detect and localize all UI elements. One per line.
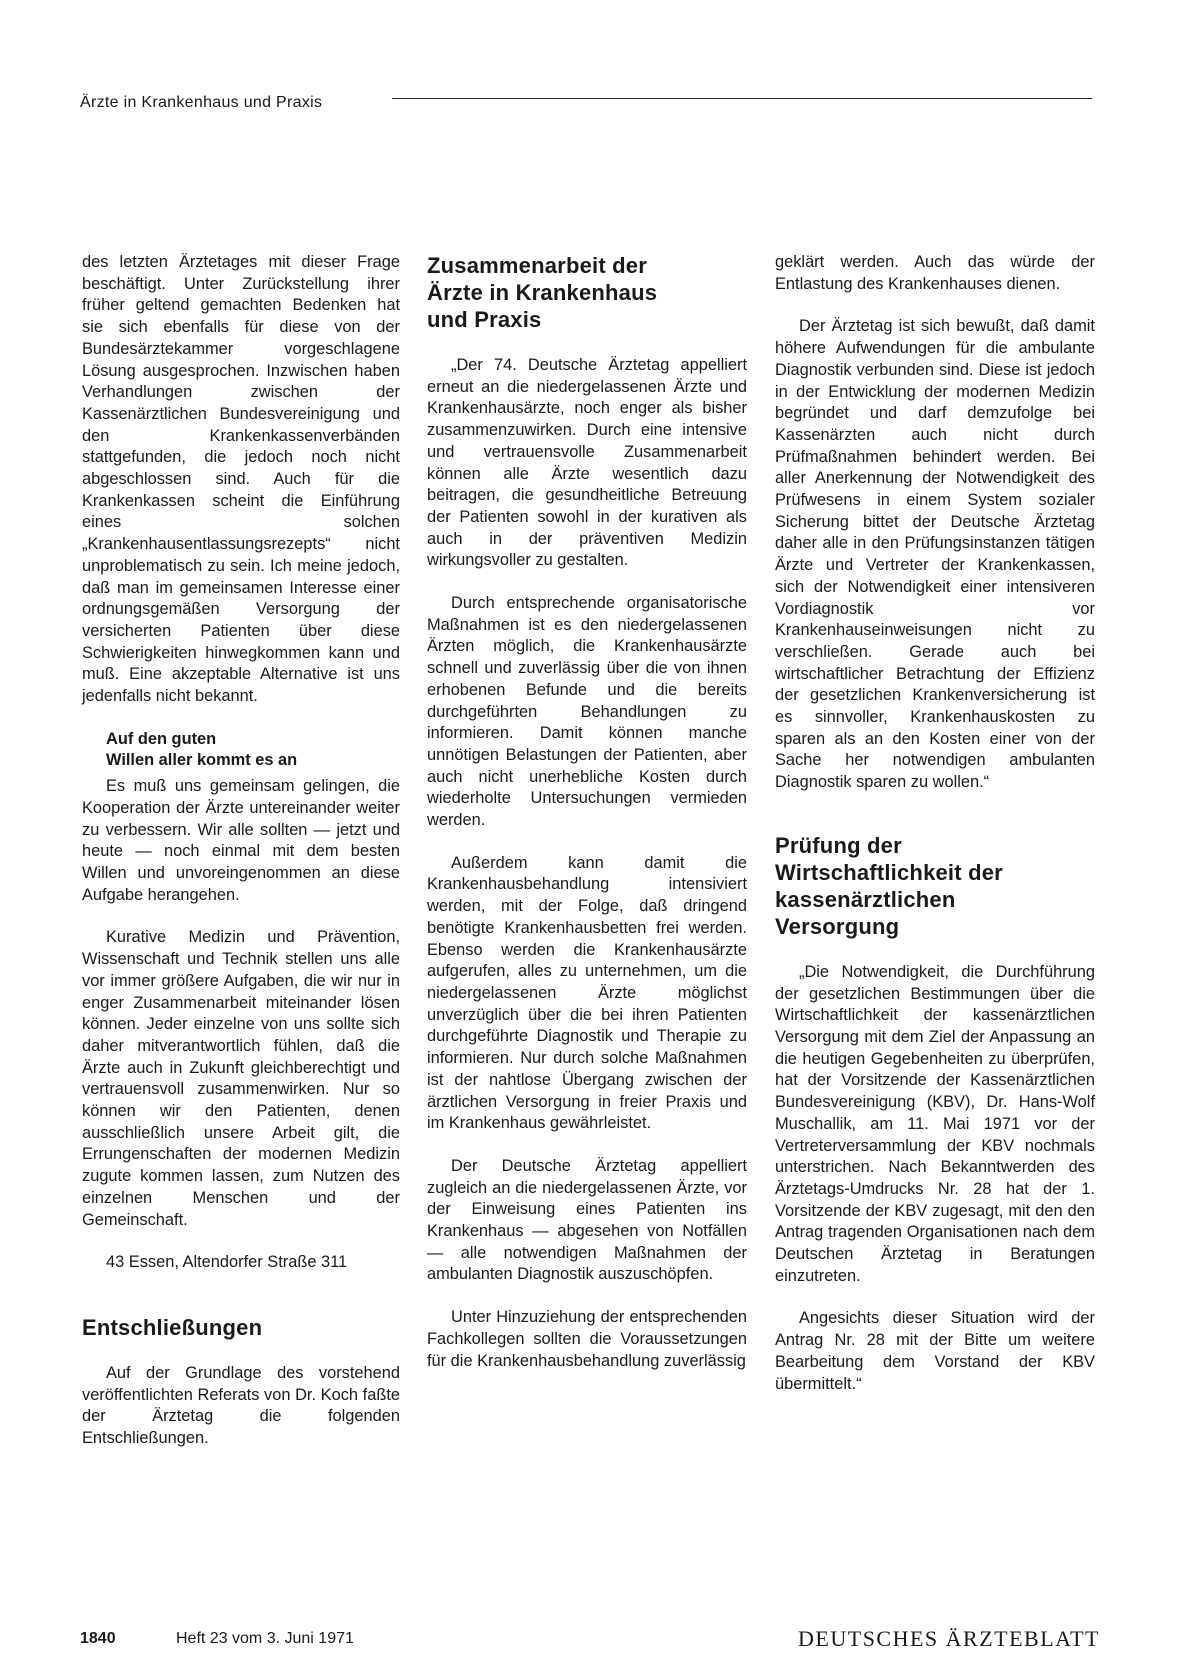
col2-heading xyxy=(427,252,747,333)
col3-paragraph-4: Angesichts dieser Situation wird der Antrag Nr. 28 mit der Bitte um weitere Bearbeitung dem Vorstand der KBV übermittelt.“ xyxy=(775,1309,1095,1393)
col1-paragraph-4: Auf der Grundlage des vorstehend veröffentlichten Referats von Dr. Koch faßte der Ärztetag die folgenden Entschließungen. xyxy=(82,1363,400,1448)
col3-heading-line1: Prüfung der xyxy=(775,832,902,858)
col1-subheading-line1: Auf den guten xyxy=(106,729,217,748)
journal-name: DEUTSCHES ÄRZTEBLATT xyxy=(798,1626,1100,1651)
column-1 xyxy=(82,252,400,1471)
col1-subheading-line2: Willen aller kommt es an xyxy=(106,751,298,770)
author-address: 43 Essen, Altendorfer Straße 311 xyxy=(106,1253,348,1272)
column-2 xyxy=(427,252,747,1393)
col3-paragraph-1: geklärt werden. Auch das würde der Entlastung des Krankenhauses dienen. xyxy=(775,253,1095,293)
col2-paragraph-2: Durch entsprechende organisatorische Maßnahmen ist es den niedergelassenen Ärzten möglich, die Krankenhausärzte schnell und zuverlässig über die von ihnen erhobenen Befunde und die bereits durchgeführten Behandlungen zu informieren. Damit können manche unnötigen Belastungen der Patienten, aber auch nicht unerhebliche Kosten durch wiederholte Untersuchungen vermieden werden. xyxy=(427,594,747,830)
col1-paragraph-3: Kurative Medizin und Prävention, Wissenschaft und Technik stellen uns alle vor immer größere Aufgaben, die wir nur in enger Zusammenarbeit miteinander lösen können. Jeder einzelne von uns sollte sich daher mitverantwortlich fühlen, daß die Ärzte auch in Zukunft gleichberechtigt und vertrauensvoll zusammenwirken. Nur so können wir den Patienten, denen ausschließlich unsere Arbeit gilt, die Errungenschaften der modernen Medizin zugute kommen lassen, zum Nutzen des einzelnen Menschen und der Gemeinschaft. xyxy=(82,928,400,1229)
col1-paragraph-1: des letzten Ärztetages mit dieser Frage beschäftigt. Unter Zurückstellung ihrer früher geltend gemachten Bedenken hat sie sich ebenfalls für diese von der Bundesärztekammer vorgeschlagene Lösung ausgesprochen. Inzwischen haben Verhandlungen zwischen der Kassenärztlichen Bundesvereinigung und den Krankenkassenverbänden stattgefunden, die jedoch noch nicht abgeschlossen sind. Auch für die Krankenkassen scheint die Einführung eines solchen „Krankenhausentlassungsrezepts“ nicht unproblematisch zu sein. Ich meine jedoch, daß man im gemeinsamen Interesse einer ordnungsgemäßen Versorgung der versicherten Patienten über diese Schwierigkeiten hinwegkommen kann und muß. Eine akzeptable Alternative ist uns jedenfalls nicht bekannt. xyxy=(82,253,400,706)
col2-paragraph-1: „Der 74. Deutsche Ärztetag appelliert erneut an die niedergelassenen Ärzte und Krankenhausärzte, noch enger als bisher zusammenzuwirken. Durch eine intensive und vertrauensvolle Zusammenarbeit können alle Ärzte wesentlich dazu beitragen, die gesundheitliche Betreuung der Patienten sowohl in der kurativen als auch in der präventiven Medizin wirkungsvoller zu gestalten. xyxy=(427,356,747,570)
col2-paragraph-4: Der Deutsche Ärztetag appelliert zugleich an die niedergelassenen Ärzte, vor der Einweisung eines Patienten ins Krankenhaus — abgesehen von Notfällen — alle notwendigen Maßnahmen der ambulanten Diagnostik auszuschöpfen. xyxy=(427,1156,747,1284)
col1-paragraph-2: Es muß uns gemeinsam gelingen, die Kooperation der Ärzte untereinander weiter zu verbessern. Wir alle sollten — jetzt und heute — noch einmal mit dem besten Willen und unvoreingenommen an diese Aufgabe herangehen. xyxy=(82,777,400,904)
col3-heading-line3: kassenärztlichen xyxy=(775,886,956,912)
col3-heading-line2: Wirtschaftlichkeit der xyxy=(775,859,1003,885)
col1-heading-entschliessungen: Entschließungen xyxy=(82,1314,263,1340)
column-3 xyxy=(775,252,1095,1416)
header-rule xyxy=(392,98,1092,99)
col3-heading xyxy=(775,832,1095,940)
page-footer xyxy=(80,1626,1100,1660)
running-header xyxy=(80,94,1092,124)
col1-subheading xyxy=(82,729,400,772)
issue-info: Heft 23 vom 3. Juni 1971 xyxy=(176,1630,354,1647)
col3-paragraph-2: Der Ärztetag ist sich bewußt, daß damit höhere Aufwendungen für die ambulante Diagnostik verbunden sind. Diese ist jedoch in der Entwicklung der modernen Medizin begründet und darf demzufolge bei Kassenärzten auch nicht durch Prüfmaßnahmen behindert werden. Bei aller Anerkennung der Notwendigkeit des Prüfwesens in einem System sozialer Sicherung bittet der Deutsche Ärztetag daher alle in den Prüfungsinstanzen tätigen Ärzte und Vertreter der Krankenkassen, sich der Notwendigkeit einer intensiveren Vordiagnostik vor Krankenhauseinweisungen nicht zu verschließen. Gerade auch bei wirtschaftlicher Betrachtung der Effizienz der gesetzlichen Krankenversicherung ist es sinnvoller, Krankenhauskosten zu sparen als an den Kosten einer von der Sache her notwendigen ambulanten Diagnostik sparen zu wollen.“ xyxy=(775,317,1095,792)
page-number: 1840 xyxy=(80,1630,116,1647)
col2-heading-line1: Zusammenarbeit der xyxy=(427,253,648,278)
col3-paragraph-3: „Die Notwendigkeit, die Durchführung der gesetzlichen Bestimmungen über die Wirtschaftlichkeit der kassenärztlichen Versorgung mit dem Ziel der Anpassung an die heutigen Gegebenheiten zu überprüfen, hat der Vorsitzende der Kassenärztlichen Bundesvereinigung (KBV), Dr. Hans-Wolf Muschallik, am 11. Mai 1971 vor der Vertreterversammlung der KBV nochmals unterstrichen. Nach Bekanntwerden des Ärztetags-Umdrucks Nr. 28 hat der 1. Vorsitzende der KBV zugesagt, mit den den Antrag tragenden Organisationen nach dem Deutschen Ärztetag in Beratungen einzutreten. xyxy=(775,962,1095,1285)
col2-heading-line3: und Praxis xyxy=(427,307,542,332)
col2-paragraph-3: Außerdem kann damit die Krankenhausbehandlung intensiviert werden, mit der Folge, daß dringend benötigte Krankenhausbetten frei werden. Ebenso werden die Krankenhausärzte aufgerufen, alles zu unternehmen, um die niedergelassenen Ärzte möglichst unverzüglich über die bei ihren Patienten durchgeführte Diagnostik und Therapie zu informieren. Nur durch solche Maßnahmen ist der nahtlose Übergang zwischen der ärztlichen Versorgung in freier Praxis und im Krankenhaus gewährleistet. xyxy=(427,853,747,1133)
col2-heading-line2: Ärzte in Krankenhaus xyxy=(427,280,658,305)
running-title: Ärzte in Krankenhaus und Praxis xyxy=(80,94,323,111)
col2-paragraph-5: Unter Hinzuziehung der entsprechenden Fachkollegen sollten die Voraussetzungen für die Krankenhausbehandlung zuverlässig xyxy=(427,1308,747,1370)
col3-heading-line4: Versorgung xyxy=(775,913,900,939)
